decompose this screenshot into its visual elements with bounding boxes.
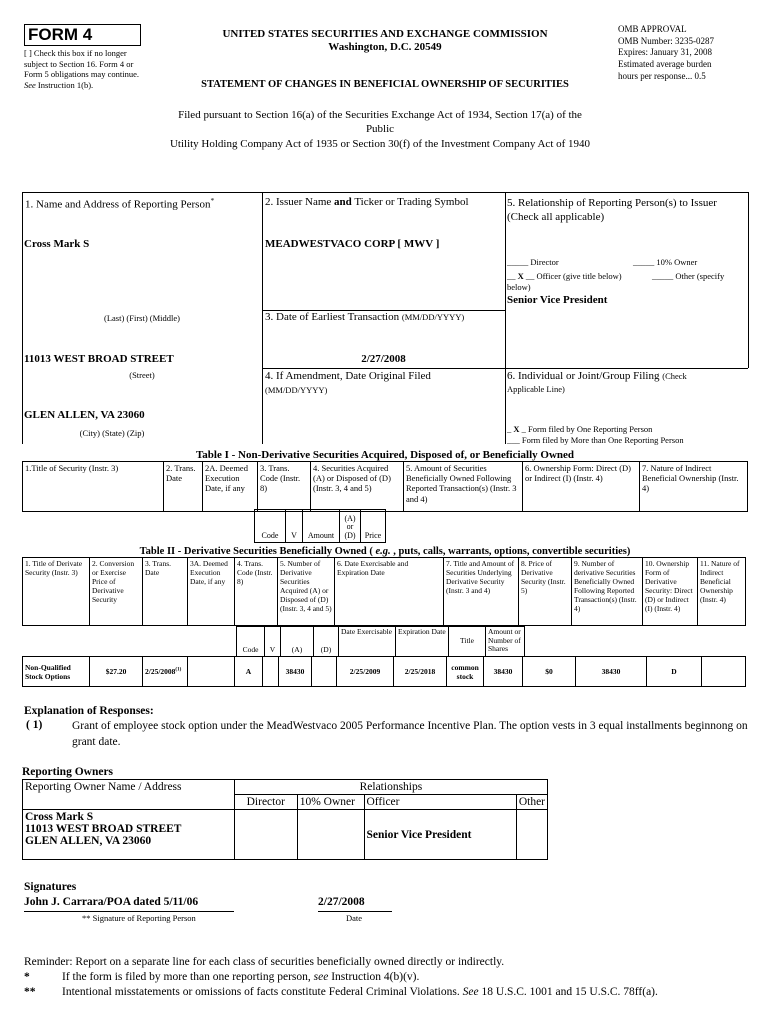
box4-hint: (MM/DD/YYYY) [265,385,328,395]
t2-col-number: 5. Number of Derivative Securities Acquired (A) or Disposed of (D) (Instr. 3, 4 and 5) [278,558,335,626]
t2-sub-v: V [265,627,281,657]
footnote-2-b: 18 U.S.C. 1001 and 15 U.S.C. 78ff(a). [478,986,658,998]
t1-col-acquired: 4. Securities Acquired (A) or Disposed of (D) (Instr. 3, 4 and 5) [311,462,404,512]
t2-title-b: , puts, calls, warrants, options, convertible securities) [390,546,631,557]
t2-title-eg: e.g. [375,546,391,557]
box5-label-text: 5. Relationship of Reporting Person(s) to Issuer [507,197,717,209]
footnote-ref[interactable]: (1) [175,667,182,673]
owners-heading: Reporting Owners [22,766,114,778]
table2-header-row [23,558,746,626]
group-filer-option[interactable]: ___ Form filed by More than One Reporting Person [507,435,684,445]
name-hint: (Last) (First) (Middle) [103,313,180,323]
owners-col-rel: Relationships [234,780,547,795]
t2-exp: 2/25/2018 [394,657,447,687]
divider-box4 [262,368,748,369]
t2-col-date: 3. Trans. Date [143,558,188,626]
t2-date [143,657,188,687]
box6-label [507,370,748,384]
t2-owned: 38430 [576,657,647,687]
t2-deemed [188,657,235,687]
footnote-double-asterisk: ** [24,986,36,998]
ten-pct-owner-checkbox[interactable]: _____ 10% Owner [633,257,698,267]
owner-city: GLEN ALLEN, VA 23060 [25,835,152,847]
box1-label [25,196,214,211]
t2-col-code: 4. Trans. Code (Instr. 8) [235,558,278,626]
signature-line [24,911,234,912]
below-text: below) [507,282,531,292]
see-text: See [24,79,36,90]
box2-label [265,196,469,208]
footnote-2 [62,986,658,998]
omb-line: OMB APPROVAL [618,24,687,34]
t2-sub-exp: Expiration Date [396,627,449,657]
table-row [23,657,746,687]
t2-form: D [647,657,702,687]
footnote-1-a: If the form is filed by more than one reporting person, [62,971,314,983]
t2-col-title: 1. Title of Derivate Security (Instr. 3) [23,558,90,626]
omb-line: hours per response... 0.5 [618,70,706,81]
t2-col-form: 10. Ownership Form of Derivative Security: Direct (D) or Indirect (I) (Instr. 4) [643,558,698,626]
signature-label: ** Signature of Reporting Person [82,913,196,923]
t1-col-ownership: 6. Ownership Form: Direct (D) or Indirect (I) (Instr. 4) [523,462,640,512]
table2-subheader [236,626,525,657]
t2-price: $27.20 [90,657,143,687]
filed-line: Public [365,123,395,136]
owner-other [516,810,547,860]
t2-sub-date-ex: Date Exercisable [339,627,396,657]
officer-checkbox[interactable] [507,271,622,282]
t1-col-nature: 7. Nature of Indirect Beneficial Ownership (Instr. 4) [640,462,748,512]
box3-hint: (MM/DD/YYYY) [401,312,465,322]
check-box-text: [ ] Check this box if no longer subject to Section 16. Form 4 or Form 5 obligations may continue. [24,48,139,80]
table-row [23,810,548,860]
t2-v [263,657,279,687]
t1-sub-ad: (A) or (D) [340,510,361,543]
date-line [318,911,392,912]
divider-col3 [505,192,506,444]
opt1-text: _ Form filed by One Reporting Person [519,424,653,434]
t2-sub-d: (D) [314,627,339,657]
t2-deriv-price: $0 [523,657,576,687]
owners-col-director: Director [234,795,297,810]
table2-title [22,546,748,557]
filed-pursuant [120,108,640,151]
box6-hint: (Check [662,371,687,381]
t1-col-title: 1.Title of Security (Instr. 3) [23,462,164,512]
box3-label-text: 3. Date of Earliest Transaction [265,311,400,323]
officer-pre: __ [507,271,518,281]
t2-col-price8: 8. Price of Derivative Security (Instr. 5) [519,558,572,626]
signatures-heading: Signatures [24,881,77,893]
t2-date-ex: 2/25/2009 [337,657,394,687]
instruction-ref: Instruction 1(b). [37,79,94,90]
box3-label [265,311,464,323]
t2-sub-row [237,627,525,657]
t2-sub-amt: Amount or Number of Shares [486,627,525,657]
opt1-pre: _ [507,424,514,434]
filed-line: Filed pursuant to Section 16(a) of the Securities Exchange Act of 1934, Section 17(a) of the [178,109,582,121]
city-hint: (City) (State) (Zip) [79,428,145,438]
t1-sub-price: Price [361,510,386,543]
t2-sub-title: Title [449,627,486,657]
t1-sub-code: Code [255,510,286,543]
table1 [22,461,748,512]
t2-col-exercisable: 6. Date Exercisable and Expiration Date [335,558,444,626]
t2-col-deemed: 3A. Deemed Execution Date, if any [188,558,235,626]
t1-sub-amount: Amount [303,510,340,543]
owner-director [234,810,297,860]
t1-sub-v: V [286,510,303,543]
footnote-2-a: Intentional misstatements or omissions of facts constitute Federal Criminal Violations. [62,986,463,998]
box6-label-text: 6. Individual or Joint/Group Filing [507,370,660,382]
director-checkbox[interactable]: _____ Director [507,257,559,267]
officer-post: __ Officer (give title below) [523,271,622,281]
t2-col-owned: 9. Number of derivative Securities Beneficially Owned Following Reported Transaction(s) (Instr. 4) [572,558,643,626]
city-address: GLEN ALLEN, VA 23060 [24,409,145,421]
t2-title-a: Table II - Derivative Securities Beneficially Owned ( [139,546,376,557]
owner-name: Cross Mark S [25,811,94,823]
t2-sub-code: Code [237,627,265,657]
table2 [22,557,746,626]
box1-label-text: 1. Name and Address of Reporting Person [25,198,211,211]
agency-location: Washington, D.C. 20549 [328,41,442,53]
other-checkbox[interactable]: _____ Other (specify [652,271,725,281]
table1-header-row [23,462,748,512]
explanation-heading: Explanation of Responses: [24,705,154,717]
t2-col-underlying: 7. Title and Amount of Securities Underlying Derivative Security (Instr. 3 and 4) [444,558,519,626]
agency-name: UNITED STATES SECURITIES AND EXCHANGE COMMISSION [222,28,548,40]
box4-label: 4. If Amendment, Date Original Filed [265,370,431,382]
owners-col-other: Other [516,795,547,810]
reminder: Reminder: Report on a separate line for each class of securities beneficially owned directly or indirectly. [24,956,505,968]
box5-sublabel: (Check all applicable) [507,211,605,224]
box6-hint2: Applicable Line) [507,384,565,394]
issuer-name: MEADWESTVACO CORP [ MWV ] [265,238,440,250]
filed-line: Utility Holding Company Act of 1935 or Section 30(f) of the Investment Company Act of 1940 [169,137,591,150]
box5-label [507,196,748,225]
statement-title: STATEMENT OF CHANGES IN BENEFICIAL OWNERSHIP OF SECURITIES [201,79,569,90]
date-label: Date [346,913,363,923]
owners-col-officer: Officer [364,795,516,810]
t2-col-price: 2. Conversion or Exercise Price of Derivative Security [90,558,143,626]
form-title: FORM 4 [24,24,141,46]
t2-d [312,657,337,687]
table2-data [22,656,746,687]
t2-col-nature: 11. Nature of Indirect Beneficial Ownership (Instr. 4) [698,558,746,626]
t1-col-deemed: 2A. Deemed Execution Date, if any [203,462,258,512]
officer-x: X [517,271,524,281]
check-box-note[interactable] [24,48,152,91]
owner-street: 11013 WEST BROAD STREET [25,823,182,835]
box2-label-a: 2. Issuer Name [265,196,335,208]
owner-ten [297,810,364,860]
signer-name: John J. Carrara/POA dated 5/11/06 [24,896,199,908]
signature-date: 2/27/2008 [318,896,365,908]
t1-col-amount: 5. Amount of Securities Beneficially Owned Following Reported Transaction(s) (Instr. 3 and 4) [404,462,523,512]
t1-sub-row [255,510,386,543]
t2-security: Non-Qualified Stock Options [23,657,90,687]
t2-sub-a: (A) [281,627,314,657]
owner-info [23,810,235,860]
t1-col-date: 2. Trans. Date [164,462,203,512]
earliest-transaction-date: 2/27/2008 [361,353,406,365]
frame-top [22,192,748,193]
officer-title: Senior Vice President [507,294,608,306]
box2-label-b: Ticker or Trading Symbol [351,196,469,208]
owners-col-name: Reporting Owner Name / Address [23,780,235,810]
frame-right [748,192,749,368]
explanation-number: ( 1) [26,719,43,731]
footnote-1-b: Instruction 4(b)(v). [328,971,420,983]
owners-col-ten: 10% Owner [297,795,364,810]
owners-table [22,779,548,860]
footnote-1 [62,971,419,983]
omb-line: OMB Number: 3235-0287 [618,35,714,46]
omb-approval [618,24,758,82]
single-filer-option[interactable] [507,424,652,435]
asterisk: * [210,196,215,205]
opt1-x: X [513,424,520,434]
footnote-2-see: See [462,986,479,998]
t2-amt: 38430 [484,657,523,687]
divider-col2 [262,192,263,444]
street-address: 11013 WEST BROAD STREET [24,353,174,365]
table1-title: Table I - Non-Derivative Securities Acquired, Disposed of, or Beneficially Owned [195,449,575,461]
explanation-text: Grant of employee stock option under the MeadWestvaco 2005 Performance Incentive Plan. The option vests in 3 equal installments beginnong on grant date. [72,720,748,748]
omb-line: Estimated average burden [618,59,712,70]
table1-subheader [254,509,386,543]
t2-date-value: 2/25/2008 [145,667,176,676]
footnote-asterisk: * [24,971,30,983]
t2-nature [702,657,746,687]
t2-code: A [235,657,263,687]
box2-label-and: and [334,196,352,208]
t1-col-code: 3. Trans. Code (Instr. 8) [258,462,311,512]
owners-header-row [23,780,548,795]
reporting-person-name: Cross Mark S [24,238,90,250]
t2-title: common stock [447,657,484,687]
t2-a: 38430 [279,657,312,687]
omb-line: Expires: January 31, 2008 [618,47,712,58]
footnote-1-see: see [313,971,329,983]
street-hint: (Street) [129,370,155,380]
owner-officer-title: Senior Vice President [364,810,516,860]
